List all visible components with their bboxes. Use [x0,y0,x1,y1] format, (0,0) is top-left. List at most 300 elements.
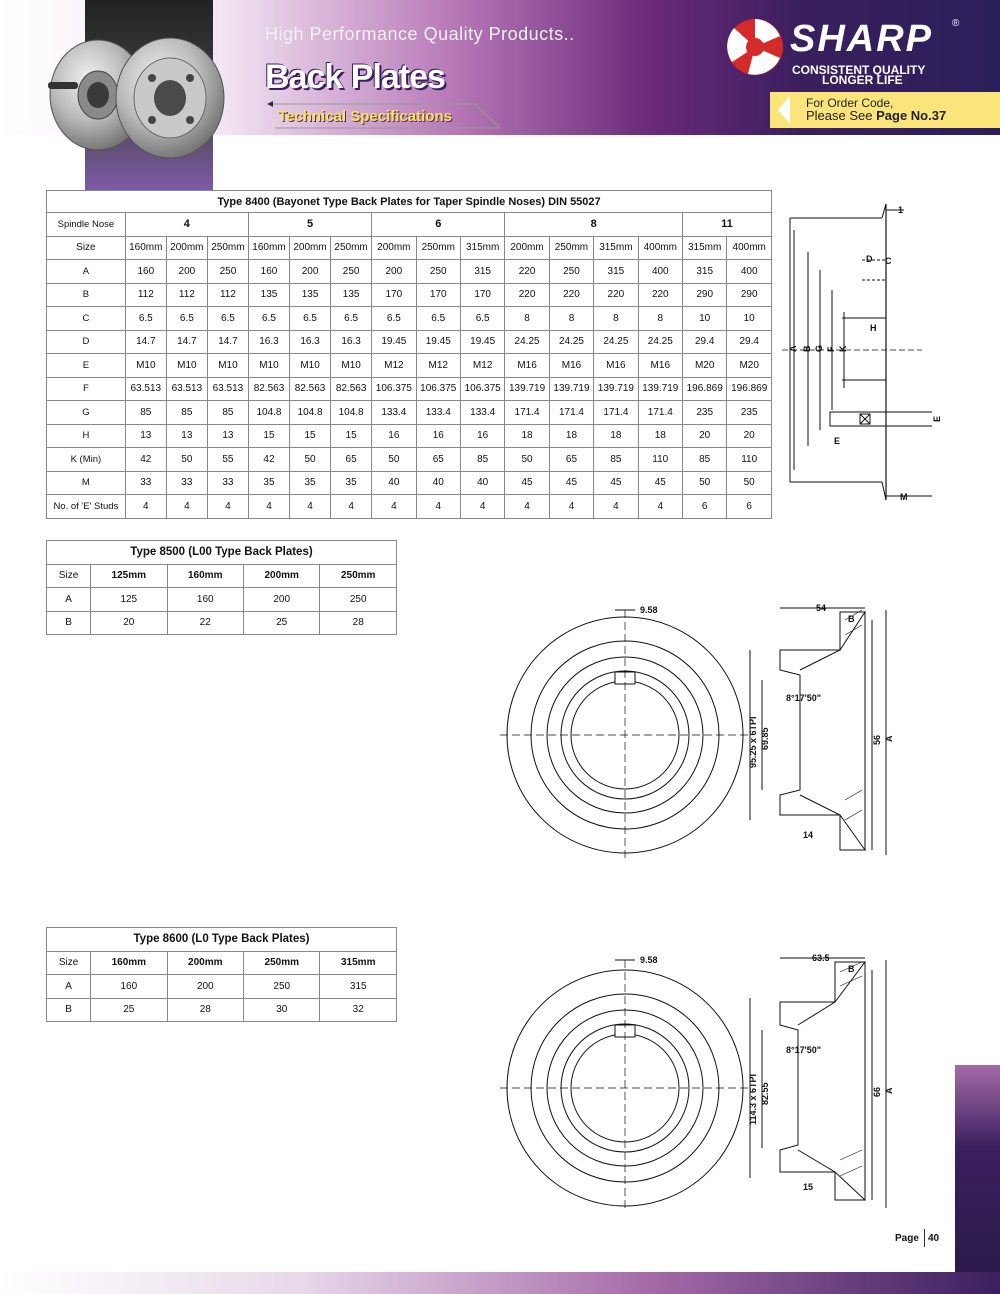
table-cell: 4 [372,495,416,519]
table-cell: 133.4 [416,401,460,425]
size-header: 200mm [290,236,331,260]
table-cell: M20 [727,354,772,378]
row-label: K (Min) [47,448,126,472]
table-cell: 85 [594,448,638,472]
size-row [47,236,772,260]
table-cell: 106.375 [416,377,460,401]
table-cell: M16 [594,354,638,378]
table-cell: 220 [594,283,638,307]
table-row [47,283,772,307]
table-cell: 104.8 [290,401,331,425]
table-cell: 220 [638,283,682,307]
row-label: B [47,283,126,307]
table-cell: 196.869 [682,377,726,401]
dia-label: 56 [872,734,882,745]
table-row [47,495,772,519]
width-54-label: 54 [816,603,827,613]
bore-label: 69.85 [760,727,770,750]
table-cell: 42 [248,448,289,472]
table-cell: 14.7 [125,330,166,354]
table-cell: 19.45 [416,330,460,354]
table-cell: 170 [460,283,504,307]
table-cell: 125 [91,588,167,612]
table-cell: 25 [91,998,167,1022]
table-caption: Type 8600 (L0 Type Back Plates) [47,928,397,952]
table-cell: 171.4 [505,401,549,425]
table-cell: 85 [125,401,166,425]
row-label: B [47,998,91,1022]
spindle-nose-row [47,213,772,237]
table-cell: 200 [167,975,243,999]
table-cell: 400 [638,260,682,284]
table-cell: 50 [290,448,331,472]
table-cell: 50 [166,448,207,472]
table-cell: M16 [638,354,682,378]
size-header: 160mm [125,236,166,260]
table-cell: 45 [549,471,593,495]
table-cell: 63.513 [125,377,166,401]
size-header: 200mm [166,236,207,260]
size-header: 200mm [243,564,319,588]
header-lower-area [220,135,1000,190]
table-cell: 133.4 [460,401,504,425]
table-caption: Type 8400 (Bayonet Type Back Plates for Taper Spindle Noses) DIN 55027 [47,191,772,213]
size-header: 200mm [372,236,416,260]
table-cell: 160 [91,975,167,999]
table-cell: 250 [244,975,320,999]
table-cell: 4 [594,495,638,519]
table-cell: 6.5 [290,307,331,331]
table-cell: 85 [460,448,504,472]
table-cell: 170 [372,283,416,307]
table-cell: 8 [505,307,549,331]
table-cell: 220 [505,283,549,307]
row-label: M [47,471,126,495]
size-header: 315mm [594,236,638,260]
table-cell: 13 [125,424,166,448]
registered-mark: ® [952,18,960,29]
table-cell: 6.5 [460,307,504,331]
table-cell: 220 [549,283,593,307]
row-label: G [47,401,126,425]
table-cell: 65 [416,448,460,472]
table-cell: 8 [594,307,638,331]
diagram-8500 [500,600,900,860]
table-cell: 6 [682,495,726,519]
table-cell: 170 [416,283,460,307]
table-cell: 139.719 [505,377,549,401]
table-cell: 50 [727,471,772,495]
table-cell: M10 [207,354,248,378]
table-row [47,377,772,401]
table-cell: M12 [372,354,416,378]
table-cell: 13 [207,424,248,448]
step-label: 15 [803,1182,814,1192]
row-label: No. of 'E' Studs [47,495,126,519]
size-header: 250mm [416,236,460,260]
size-header: 125mm [91,564,167,588]
dim-a-label: A [884,1087,894,1094]
page-title: Back Plates [265,58,445,96]
row-label: D [47,330,126,354]
dim-a-label: A [884,735,894,742]
table-cell: 18 [594,424,638,448]
size-header: 400mm [638,236,682,260]
page-subtitle: Technical Specifications [278,108,452,125]
table-cell: 4 [331,495,372,519]
page-label: Page [895,1233,919,1244]
table-cell: 85 [166,401,207,425]
table-row [47,424,772,448]
row-label: Size [47,236,126,260]
footer-side-strip [955,1065,1000,1272]
table-row [47,260,772,284]
dia-label: 66 [872,1086,882,1097]
table-cell: 24.25 [638,330,682,354]
order-note-page-ref: Page No.37 [876,108,947,123]
order-note-prefix: Please See [806,108,877,123]
row-label: Size [47,564,91,588]
table-cell: 106.375 [460,377,504,401]
table-row [47,975,397,999]
page-separator [924,1229,925,1247]
table-cell: 160 [167,588,243,612]
table-cell: M12 [416,354,460,378]
dim-d-label: D [866,254,873,264]
table-cell: M16 [505,354,549,378]
table-cell: 4 [207,495,248,519]
table-cell: 35 [331,471,372,495]
size-header: 250mm [244,951,320,975]
dim-c-label: C [885,256,892,266]
table-cell: 400 [727,260,772,284]
table-cell: 139.719 [594,377,638,401]
table-cell: 40 [372,471,416,495]
table-cell: 133.4 [372,401,416,425]
table-cell: 139.719 [549,377,593,401]
dim-f-label: F [826,346,836,352]
row-label: C [47,307,126,331]
table-cell: 63.513 [166,377,207,401]
order-note-line1: For Order Code, [806,96,894,110]
table-type-8500 [46,540,397,635]
brand-name: SHARP [790,18,934,60]
table-cell: 196.869 [727,377,772,401]
thread-label: 114.3 x 6TPI [748,1073,758,1125]
table-cell: 42 [125,448,166,472]
dim-e-label: E [834,436,841,446]
table-cell: 35 [290,471,331,495]
width-63-label: 63.5 [812,953,830,963]
caption-row [47,191,772,213]
table-cell: 18 [638,424,682,448]
row-label: B [47,611,91,635]
spindle-nose-header: 5 [248,213,371,237]
table-cell: 250 [331,260,372,284]
table-row [47,998,397,1022]
table-cell: 55 [207,448,248,472]
table-cell: M10 [248,354,289,378]
table-cell: 28 [320,611,397,635]
table-cell: 160 [248,260,289,284]
table-cell: 160 [125,260,166,284]
size-header: 160mm [167,564,243,588]
table-cell: 4 [638,495,682,519]
table-cell: 4 [416,495,460,519]
table-cell: 220 [505,260,549,284]
dim-g-label: G [814,344,824,352]
table-cell: 20 [91,611,167,635]
table-cell: 65 [331,448,372,472]
size-header: 400mm [727,236,772,260]
spindle-nose-header: 11 [682,213,771,237]
size-row [47,564,397,588]
table-cell: 135 [248,283,289,307]
table-cell: 290 [682,283,726,307]
table-cell: M10 [290,354,331,378]
table-row [47,330,772,354]
table-cell: M10 [331,354,372,378]
table-cell: 6.5 [166,307,207,331]
table-cell: 22 [167,611,243,635]
table-cell: 65 [549,448,593,472]
table-cell: 30 [244,998,320,1022]
table-cell: 4 [248,495,289,519]
table-cell: 104.8 [248,401,289,425]
table-cell: 250 [207,260,248,284]
table-cell: 16 [372,424,416,448]
row-label: Size [47,951,91,975]
spindle-nose-header: 6 [372,213,505,237]
table-cell: M10 [166,354,207,378]
table-cell: 110 [727,448,772,472]
key-width-label: 9.58 [640,955,658,965]
table-cell: 16.3 [331,330,372,354]
spindle-nose-header: 8 [505,213,683,237]
row-label: E [47,354,126,378]
table-cell: 16.3 [248,330,289,354]
table-cell: 85 [682,448,726,472]
row-label: A [47,975,91,999]
row-label: F [47,377,126,401]
table-cell: 4 [505,495,549,519]
row-label: A [47,588,91,612]
table-cell: 8 [638,307,682,331]
brand-tagline-1: CONSISTENT QUALITY [792,63,926,77]
diagram-8400 [782,200,947,510]
table-cell: 4 [166,495,207,519]
table-cell: 4 [460,495,504,519]
table-row [47,471,772,495]
table-cell: 50 [682,471,726,495]
table-cell: 24.25 [594,330,638,354]
note-arrow-icon [778,96,790,124]
thread-label: 95.25 x 6TPI [748,716,758,768]
row-label: H [47,424,126,448]
table-cell: 6.5 [248,307,289,331]
table-cell: M20 [682,354,726,378]
table-type-8400 [46,190,772,519]
table-cell: 6.5 [207,307,248,331]
table-cell: 235 [682,401,726,425]
dim-e-side-label: E [932,415,942,422]
step-label: 14 [803,830,814,840]
table-cell: 139.719 [638,377,682,401]
table-cell: 171.4 [638,401,682,425]
table-cell: 315 [460,260,504,284]
size-header: 315mm [460,236,504,260]
table-cell: 24.25 [549,330,593,354]
caption-row [47,541,397,565]
page-header [0,0,1000,190]
table-cell: M10 [125,354,166,378]
table-cell: 6.5 [416,307,460,331]
table-cell: 40 [416,471,460,495]
table-caption: Type 8500 (L00 Type Back Plates) [47,541,397,565]
table-cell: 35 [248,471,289,495]
table-cell: 112 [207,283,248,307]
table-cell: 16.3 [290,330,331,354]
table-cell: 250 [416,260,460,284]
table-cell: 85 [207,401,248,425]
table-cell: 6 [727,495,772,519]
table-cell: 250 [320,588,397,612]
table-cell: 15 [248,424,289,448]
table-cell: 16 [460,424,504,448]
table-row [47,588,397,612]
table-cell: 171.4 [549,401,593,425]
size-header: 200mm [167,951,243,975]
footer-bar [0,1272,1000,1294]
table-row [47,448,772,472]
table-cell: 235 [727,401,772,425]
table-cell: 14.7 [207,330,248,354]
table-cell: 200 [166,260,207,284]
table-cell: 63.513 [207,377,248,401]
dim-m-label: M [900,492,908,502]
table-cell: 315 [320,975,397,999]
table-cell: 10 [727,307,772,331]
table-row [47,611,397,635]
size-header: 250mm [207,236,248,260]
table-cell: 15 [331,424,372,448]
dim-1-label: 1 [898,205,904,215]
row-label: Spindle Nose [47,213,126,237]
table-cell: 315 [594,260,638,284]
order-note-line2 [806,108,946,123]
table-cell: 4 [549,495,593,519]
size-header: 160mm [248,236,289,260]
table-cell: 18 [549,424,593,448]
table-cell: 290 [727,283,772,307]
table-cell: 40 [460,471,504,495]
table-cell: 19.45 [372,330,416,354]
table-cell: 33 [207,471,248,495]
table-row [47,354,772,378]
table-cell: 82.563 [248,377,289,401]
table-cell: 18 [505,424,549,448]
taper-angle-label: 8°17'50" [786,693,822,703]
table-cell: 10 [682,307,726,331]
dim-b-label: B [848,614,855,624]
table-cell: 8 [549,307,593,331]
table-cell: 15 [290,424,331,448]
table-cell: 50 [372,448,416,472]
table-cell: M12 [460,354,504,378]
table-cell: 6.5 [372,307,416,331]
size-row [47,951,397,975]
table-cell: 250 [549,260,593,284]
row-label: A [47,260,126,284]
table-cell: 4 [125,495,166,519]
table-cell: M16 [549,354,593,378]
table-cell: 14.7 [166,330,207,354]
table-cell: 19.45 [460,330,504,354]
table-cell: 16 [416,424,460,448]
spindle-nose-header: 4 [125,213,248,237]
table-cell: 171.4 [594,401,638,425]
table-cell: 24.25 [505,330,549,354]
table-cell: 82.563 [331,377,372,401]
table-cell: 200 [290,260,331,284]
taper-angle-label: 8°17'50" [786,1045,822,1055]
table-cell: 45 [594,471,638,495]
dim-b-label: B [848,964,855,974]
diagram-8600 [500,950,900,1220]
table-cell: 110 [638,448,682,472]
table-cell: 25 [243,611,319,635]
table-cell: 104.8 [331,401,372,425]
table-cell: 112 [125,283,166,307]
back-plates-photo [40,30,230,160]
dim-a-label: A [788,345,798,352]
table-row [47,401,772,425]
table-cell: 32 [320,998,397,1022]
table-cell: 50 [505,448,549,472]
table-cell: 4 [290,495,331,519]
table-cell: 45 [505,471,549,495]
size-header: 250mm [331,236,372,260]
sharp-logo-icon [722,16,788,78]
table-cell: 45 [638,471,682,495]
size-header: 250mm [320,564,397,588]
dim-b-label: B [802,345,812,352]
brand-tagline-2: LONGER LIFE [822,73,903,87]
dim-h-label: H [870,323,877,333]
table-cell: 20 [682,424,726,448]
table-cell: 29.4 [727,330,772,354]
table-cell: 28 [167,998,243,1022]
table-cell: 135 [290,283,331,307]
table-cell: 29.4 [682,330,726,354]
table-type-8600 [46,927,397,1022]
key-width-label: 9.58 [640,605,658,615]
table-cell: 20 [727,424,772,448]
table-cell: 33 [166,471,207,495]
dim-k-label: K [838,345,848,352]
size-header: 160mm [91,951,167,975]
table-row [47,307,772,331]
page-number: 40 [928,1233,940,1244]
table-cell: 106.375 [372,377,416,401]
table-cell: 13 [166,424,207,448]
table-cell: 33 [125,471,166,495]
bore-label: 82.55 [760,1082,770,1105]
table-cell: 6.5 [125,307,166,331]
table-cell: 82.563 [290,377,331,401]
size-header: 315mm [682,236,726,260]
table-cell: 200 [243,588,319,612]
